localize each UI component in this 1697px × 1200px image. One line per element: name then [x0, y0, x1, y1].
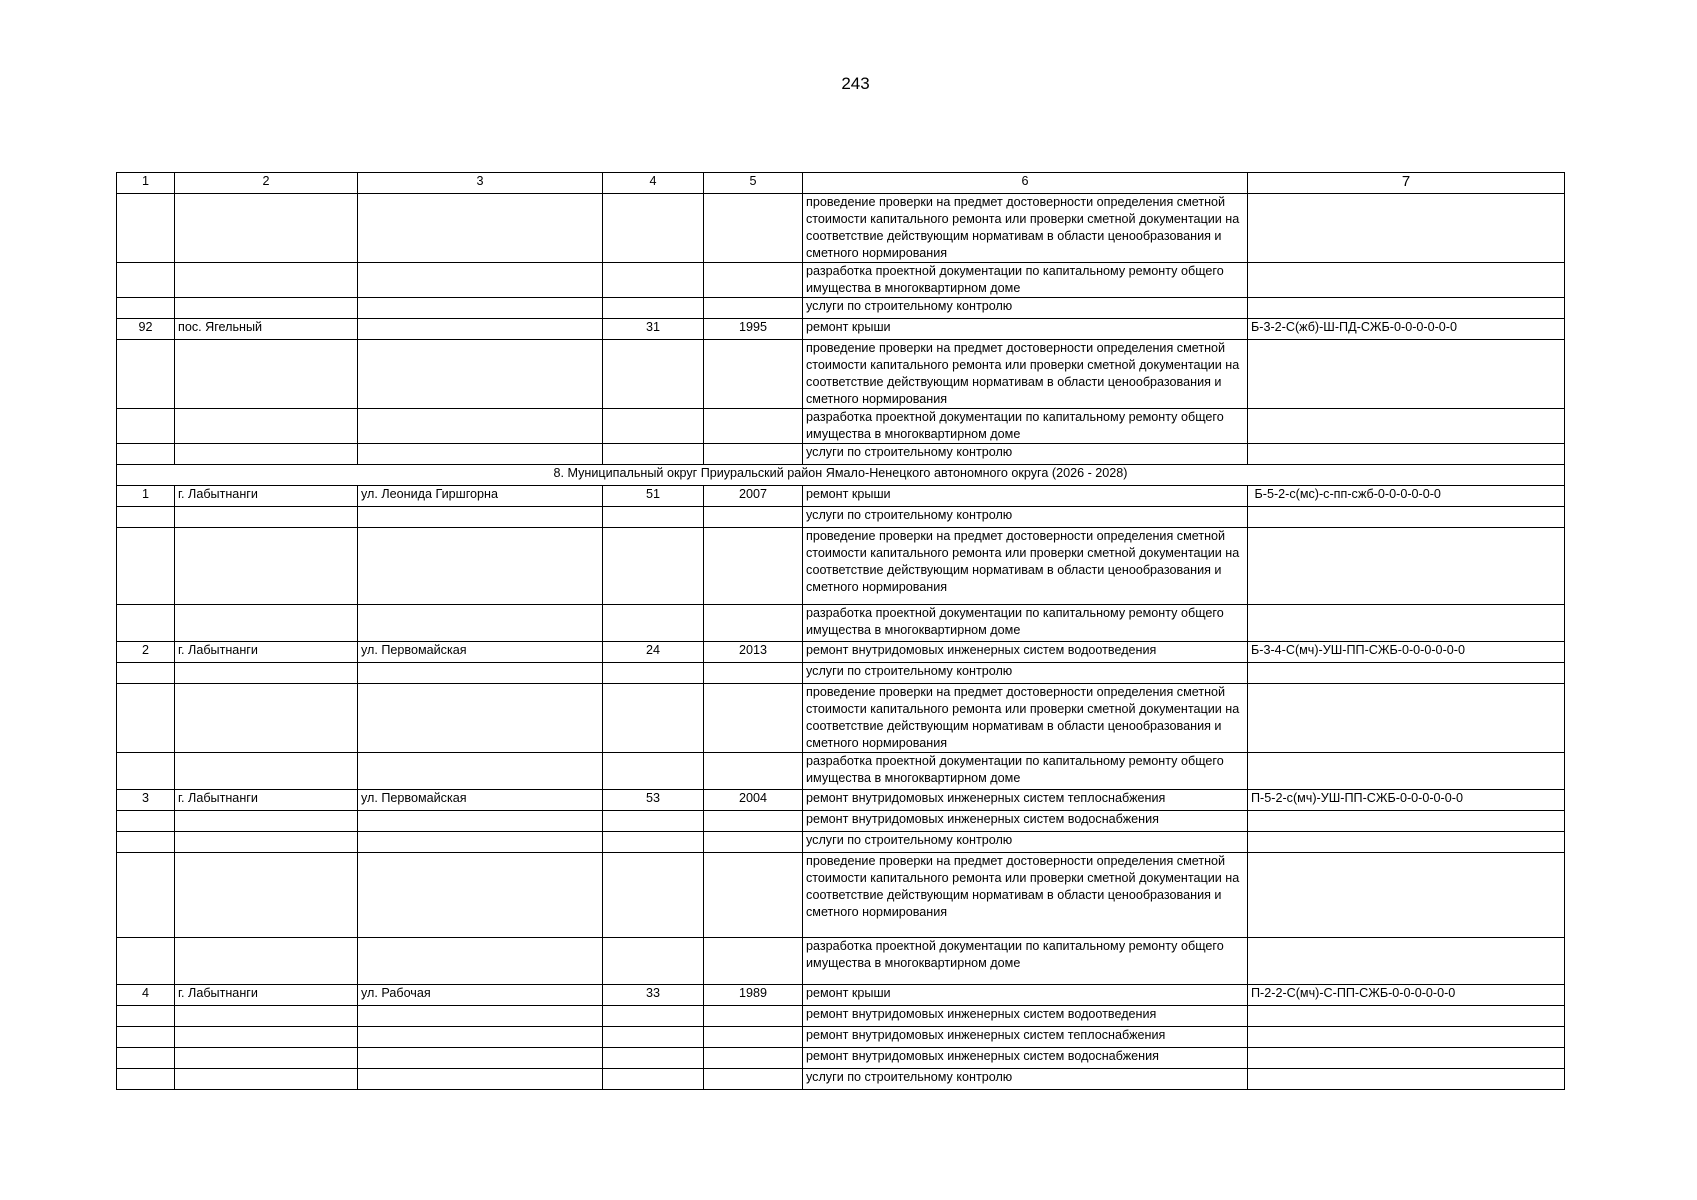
table-row	[117, 853, 1565, 938]
table-row	[117, 985, 1565, 1006]
work-type-cell: услуги по строительному контролю	[803, 507, 1248, 528]
work-type-cell: разработка проектной документации по капитальному ремонту общего имущества в многоквартирном доме	[803, 938, 1248, 985]
locality-cell: г. Лабытнанги	[175, 642, 358, 663]
row-number-cell: 1	[117, 486, 175, 507]
work-type-cell: проведение проверки на предмет достоверности определения сметной стоимости капитального ремонта или проверки сметной документации на соответствие действующим нормативам в области ценообразования и сметного нормирования	[803, 340, 1248, 409]
table-row	[117, 319, 1565, 340]
table-row	[117, 486, 1565, 507]
building-code-cell: Б-3-4-С(мч)-УШ-ПП-СЖБ-0-0-0-0-0-0	[1248, 642, 1565, 663]
table-row	[117, 444, 1565, 465]
column-header: 4	[603, 173, 704, 194]
locality-cell: пос. Ягельный	[175, 319, 358, 340]
page-number: 243	[841, 74, 870, 93]
work-type-cell: услуги по строительному контролю	[803, 444, 1248, 465]
table-row	[117, 832, 1565, 853]
work-type-cell: ремонт внутридомовых инженерных систем водоотведения	[803, 642, 1248, 663]
locality-cell: г. Лабытнанги	[175, 985, 358, 1006]
work-type-cell: проведение проверки на предмет достоверности определения сметной стоимости капитального ремонта или проверки сметной документации на соответствие действующим нормативам в области ценообразования и сметного нормирования	[803, 194, 1248, 263]
year-cell: 2007	[704, 486, 803, 507]
table-row	[117, 194, 1565, 263]
building-code-cell: П-5-2-с(мч)-УШ-ПП-СЖБ-0-0-0-0-0-0	[1248, 790, 1565, 811]
house-number-cell: 51	[603, 486, 704, 507]
work-type-cell: проведение проверки на предмет достоверности определения сметной стоимости капитального ремонта или проверки сметной документации на соответствие действующим нормативам в области ценообразования и сметного нормирования	[803, 853, 1248, 938]
work-type-cell: ремонт крыши	[803, 985, 1248, 1006]
table-row	[117, 528, 1565, 605]
section-header-row	[117, 465, 1565, 486]
work-type-cell: ремонт внутридомовых инженерных систем водоснабжения	[803, 811, 1248, 832]
work-type-cell: услуги по строительному контролю	[803, 832, 1248, 853]
work-type-cell: проведение проверки на предмет достоверности определения сметной стоимости капитального ремонта или проверки сметной документации на соответствие действующим нормативам в области ценообразования и сметного нормирования	[803, 684, 1248, 753]
year-cell: 1989	[704, 985, 803, 1006]
work-type-cell: ремонт внутридомовых инженерных систем теплоснабжения	[803, 1027, 1248, 1048]
building-code-cell: Б-3-2-С(жб)-Ш-ПД-СЖБ-0-0-0-0-0-0	[1248, 319, 1565, 340]
locality-cell: г. Лабытнанги	[175, 486, 358, 507]
work-type-cell: услуги по строительному контролю	[803, 298, 1248, 319]
table-row	[117, 263, 1565, 298]
table-row	[117, 409, 1565, 444]
table-row	[117, 1027, 1565, 1048]
building-code-cell: Б-5-2-с(мс)-с-пп-сжб-0-0-0-0-0-0	[1248, 486, 1565, 507]
table-row	[117, 684, 1565, 753]
column-header: 7	[1248, 173, 1565, 194]
table-row	[117, 298, 1565, 319]
year-cell: 1995	[704, 319, 803, 340]
table-row	[117, 340, 1565, 409]
column-header: 6	[803, 173, 1248, 194]
work-type-cell: разработка проектной документации по капитальному ремонту общего имущества в многоквартирном доме	[803, 263, 1248, 298]
house-number-cell: 53	[603, 790, 704, 811]
work-type-cell: разработка проектной документации по капитальному ремонту общего имущества в многоквартирном доме	[803, 605, 1248, 642]
house-number-cell: 33	[603, 985, 704, 1006]
table-row	[117, 1006, 1565, 1027]
column-header: 3	[358, 173, 603, 194]
table-header-row	[117, 173, 1565, 194]
house-number-cell: 31	[603, 319, 704, 340]
table-row	[117, 663, 1565, 684]
year-cell: 2013	[704, 642, 803, 663]
table-row	[117, 1048, 1565, 1069]
table-row	[117, 790, 1565, 811]
row-number-cell: 2	[117, 642, 175, 663]
work-type-cell: услуги по строительному контролю	[803, 663, 1248, 684]
work-type-cell: разработка проектной документации по капитальному ремонту общего имущества в многоквартирном доме	[803, 409, 1248, 444]
work-type-cell: проведение проверки на предмет достоверности определения сметной стоимости капитального ремонта или проверки сметной документации на соответствие действующим нормативам в области ценообразования и сметного нормирования	[803, 528, 1248, 605]
street-cell: ул. Первомайская	[358, 790, 603, 811]
work-type-cell: ремонт крыши	[803, 486, 1248, 507]
street-cell	[358, 319, 603, 340]
table-row	[117, 507, 1565, 528]
house-number-cell: 24	[603, 642, 704, 663]
street-cell: ул. Первомайская	[358, 642, 603, 663]
work-type-cell: ремонт внутридомовых инженерных систем теплоснабжения	[803, 790, 1248, 811]
column-header: 5	[704, 173, 803, 194]
work-type-cell: разработка проектной документации по капитальному ремонту общего имущества в многоквартирном доме	[803, 753, 1248, 790]
work-type-cell: ремонт внутридомовых инженерных систем водоснабжения	[803, 1048, 1248, 1069]
column-header: 1	[117, 173, 175, 194]
row-number-cell: 3	[117, 790, 175, 811]
table-row	[117, 938, 1565, 985]
street-cell: ул. Леонида Гиршгорна	[358, 486, 603, 507]
table-row	[117, 605, 1565, 642]
row-number-cell: 92	[117, 319, 175, 340]
year-cell: 2004	[704, 790, 803, 811]
table-row	[117, 811, 1565, 832]
building-code-cell: П-2-2-С(мч)-С-ПП-СЖБ-0-0-0-0-0-0	[1248, 985, 1565, 1006]
locality-cell: г. Лабытнанги	[175, 790, 358, 811]
table-row	[117, 753, 1565, 790]
table-row	[117, 1069, 1565, 1090]
work-type-cell: ремонт крыши	[803, 319, 1248, 340]
row-number-cell: 4	[117, 985, 175, 1006]
table-row	[117, 642, 1565, 663]
work-type-cell: услуги по строительному контролю	[803, 1069, 1248, 1090]
street-cell: ул. Рабочая	[358, 985, 603, 1006]
capital-repair-table	[116, 172, 1565, 1090]
section-title: 8. Муниципальный округ Приуральский район Ямало-Ненецкого автономного округа (2026 - 2028)	[117, 465, 1565, 486]
column-header: 2	[175, 173, 358, 194]
work-type-cell: ремонт внутридомовых инженерных систем водоотведения	[803, 1006, 1248, 1027]
